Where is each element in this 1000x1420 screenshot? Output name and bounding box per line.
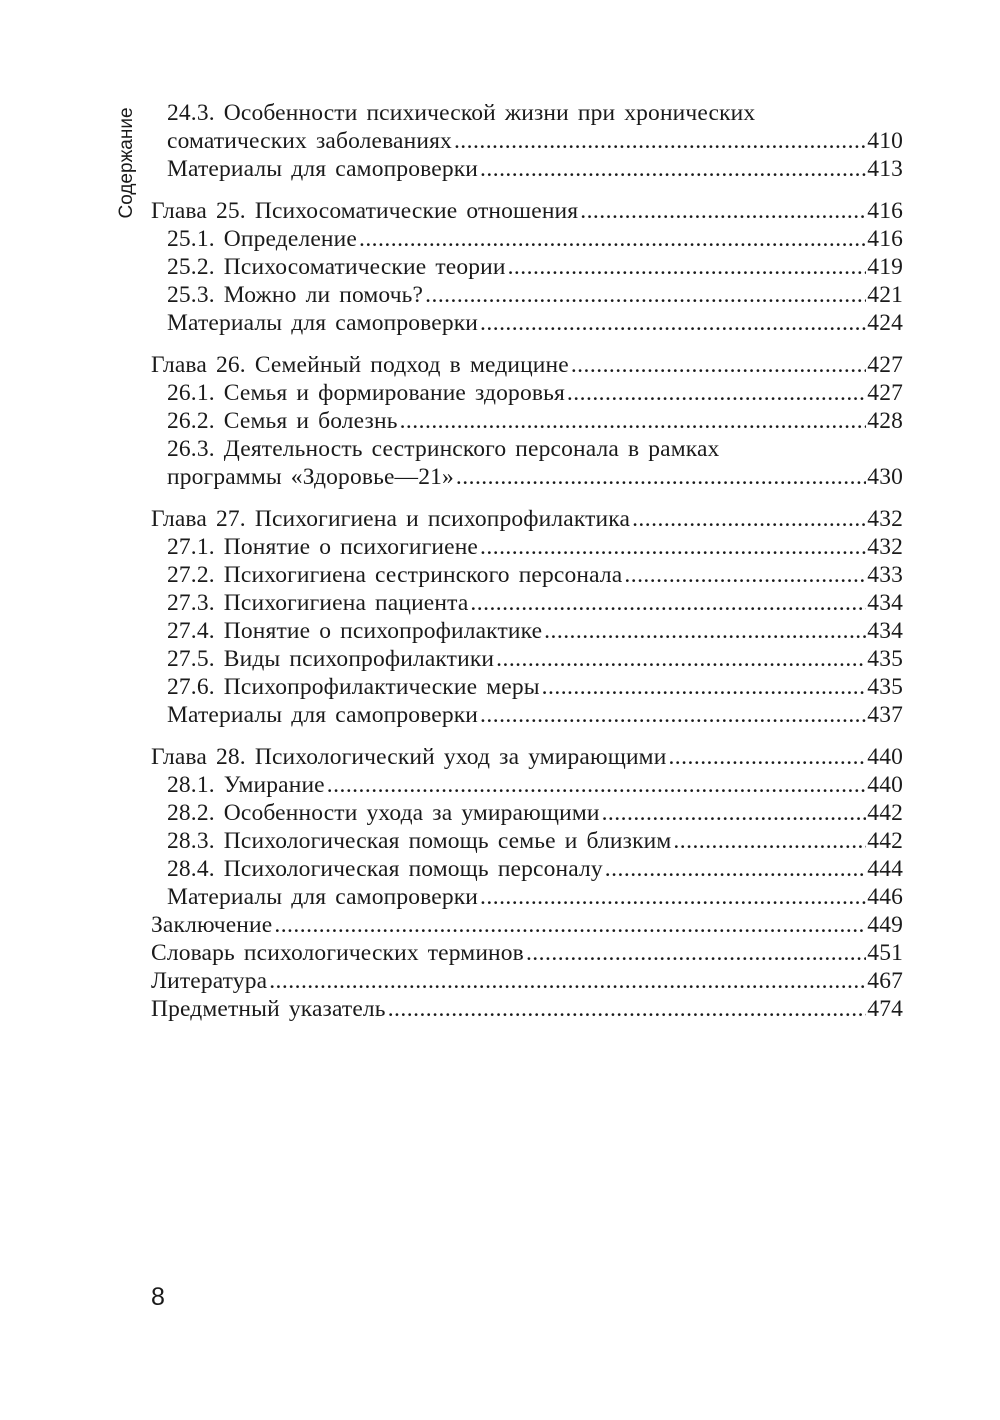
dot-leader: [526, 939, 866, 967]
dot-leader: [388, 995, 867, 1023]
dot-leader: [580, 197, 866, 225]
toc-entry-title: 26.1. Семья и формирование здоровья: [167, 380, 565, 406]
toc-page-number: 440: [867, 744, 903, 770]
toc-entry-title: Материалы для самопроверки: [167, 702, 479, 728]
toc-entry-glossary[interactable]: [151, 939, 903, 967]
toc-entry-title: 27.6. Психопрофилактические меры: [167, 674, 540, 700]
toc-entry-subject-index[interactable]: [151, 995, 903, 1023]
toc-page-number: 413: [867, 156, 903, 182]
toc-chapter-25[interactable]: [151, 197, 903, 225]
toc-entry-title: 28.2. Особенности ухода за умирающими: [167, 800, 600, 826]
toc-entry-28-3[interactable]: [167, 827, 903, 855]
dot-leader: [496, 645, 866, 673]
toc-entry-conclusion[interactable]: [151, 911, 903, 939]
toc-entry-27-5[interactable]: [167, 645, 903, 673]
toc-page-number: 446: [867, 884, 903, 910]
toc-entry-24-self-check[interactable]: [167, 155, 903, 183]
toc-page-number: 427: [867, 352, 903, 378]
dot-leader: [480, 155, 866, 183]
toc-entry-25-self-check[interactable]: [167, 309, 903, 337]
dot-leader: [673, 827, 866, 855]
toc-entry-28-4[interactable]: [167, 855, 903, 883]
toc-entry-28-2[interactable]: [167, 799, 903, 827]
dot-leader: [571, 351, 866, 379]
toc-entry-title: Заключение: [151, 912, 273, 938]
dot-leader: [602, 799, 867, 827]
toc-page-number: 442: [867, 828, 903, 854]
toc-entry-title: Материалы для самопроверки: [167, 884, 479, 910]
toc-page-number: 432: [867, 506, 903, 532]
dot-leader: [480, 533, 866, 561]
toc-entry-literature[interactable]: [151, 967, 903, 995]
toc-entry-title: 28.3. Психологическая помощь семье и близким: [167, 828, 672, 854]
toc-page-number: 424: [867, 310, 903, 336]
toc-entry-title: 27.5. Виды психопрофилактики: [167, 646, 495, 672]
toc-entry-title: 26.2. Семья и болезнь: [167, 408, 398, 434]
toc-entry-title: 25.1. Определение: [167, 226, 357, 252]
toc-page-number: 437: [867, 702, 903, 728]
dot-leader: [544, 617, 866, 645]
toc-entry-title: Глава 27. Психогигиена и психопрофилактика: [151, 506, 631, 532]
toc-entry-title: Материалы для самопроверки: [167, 156, 479, 182]
toc-page-number: 433: [867, 562, 903, 588]
toc-entry-27-3[interactable]: [167, 589, 903, 617]
dot-leader: [542, 673, 867, 701]
toc-page-number: 416: [867, 198, 903, 224]
toc-entry-27-4[interactable]: [167, 617, 903, 645]
toc-entry-title: 27.4. Понятие о психопрофилактике: [167, 618, 543, 644]
toc-entry-title: Глава 25. Психосоматические отношения: [151, 198, 579, 224]
toc-entry-title: Словарь психологических терминов: [151, 940, 524, 966]
toc-page-number: 435: [867, 646, 903, 672]
toc-entry-28-self-check[interactable]: [167, 883, 903, 911]
toc-entry-title: Литература: [151, 968, 268, 994]
dot-leader: [480, 701, 866, 729]
toc-page-number: 451: [867, 940, 903, 966]
toc-entry-title: Глава 26. Семейный подход в медицине: [151, 352, 569, 378]
dot-leader: [454, 127, 866, 155]
toc-entry-27-1[interactable]: [167, 533, 903, 561]
toc-entry-28-1[interactable]: [167, 771, 903, 799]
toc-entry-title: Материалы для самопроверки: [167, 310, 479, 336]
dot-leader: [327, 771, 867, 799]
toc-page-number: 474: [867, 996, 903, 1022]
dot-leader: [508, 253, 867, 281]
toc-page-number: 442: [867, 800, 903, 826]
toc-chapter-28[interactable]: [151, 743, 903, 771]
toc-page-number: 432: [867, 534, 903, 560]
dot-leader: [668, 743, 866, 771]
toc-entry-title: 25.2. Психосоматические теории: [167, 254, 506, 280]
toc-page-number: 410: [867, 128, 903, 154]
toc-entry-26-3[interactable]: [167, 463, 903, 491]
dot-leader: [269, 967, 866, 995]
toc-page-number: 440: [867, 772, 903, 798]
toc-entry-26-3-line1: 26.3. Деятельность сестринского персонала в рамках: [167, 436, 720, 462]
dot-leader: [470, 589, 866, 617]
toc-entry-24-3[interactable]: [167, 127, 903, 155]
toc-page-number: 416: [867, 226, 903, 252]
dot-leader: [400, 407, 867, 435]
toc-entry-27-6[interactable]: [167, 673, 903, 701]
dot-leader: [632, 505, 866, 533]
toc-entry-27-self-check[interactable]: [167, 701, 903, 729]
toc-page-number: 435: [867, 674, 903, 700]
toc-entry-26-1[interactable]: [167, 379, 903, 407]
toc-page-number: 428: [867, 408, 903, 434]
dot-leader: [274, 911, 866, 939]
dot-leader: [480, 309, 866, 337]
toc-entry-title: 27.1. Понятие о психогигиене: [167, 534, 479, 560]
dot-leader: [359, 225, 866, 253]
toc-entry-title: программы «Здоровье—21»: [167, 464, 454, 490]
toc-entry-25-2[interactable]: [167, 253, 903, 281]
dot-leader: [425, 281, 866, 309]
running-header: Содержание: [116, 107, 137, 219]
toc-page-number: 427: [867, 380, 903, 406]
toc-entry-title: 25.3. Можно ли помочь?: [167, 282, 424, 308]
toc-page-number: 449: [867, 912, 903, 938]
toc-entry-title: соматических заболеваниях: [167, 128, 452, 154]
page-number: 8: [151, 1283, 165, 1311]
toc-page-number: 467: [867, 968, 903, 994]
toc-entry-27-2[interactable]: [167, 561, 903, 589]
dot-leader: [480, 883, 866, 911]
toc-page-number: 421: [867, 282, 903, 308]
toc-chapter-27[interactable]: [151, 505, 903, 533]
toc-entry-25-1[interactable]: [167, 225, 903, 253]
toc-entry-title: Предметный указатель: [151, 996, 386, 1022]
toc-page-number: 434: [867, 618, 903, 644]
toc-entry-24-3-line1: 24.3. Особенности психической жизни при хронических: [167, 100, 756, 126]
toc-page-number: 430: [867, 464, 903, 490]
toc-entry-25-3[interactable]: [167, 281, 903, 309]
toc-page-number: 434: [867, 590, 903, 616]
dot-leader: [567, 379, 866, 407]
toc-page-number: 419: [867, 254, 903, 280]
toc-entry-title: Глава 28. Психологический уход за умирающими: [151, 744, 667, 770]
dot-leader: [456, 463, 866, 491]
dot-leader: [605, 855, 867, 883]
dot-leader: [624, 561, 866, 589]
toc-entry-title: 28.4. Психологическая помощь персоналу: [167, 856, 603, 882]
toc-entry-26-2[interactable]: [167, 407, 903, 435]
toc-entry-title: 27.3. Психогигиена пациента: [167, 590, 469, 616]
toc-chapter-26[interactable]: [151, 351, 903, 379]
toc-entry-title: 28.1. Умирание: [167, 772, 325, 798]
toc-page-number: 444: [867, 856, 903, 882]
toc-entry-title: 27.2. Психогигиена сестринского персонала: [167, 562, 623, 588]
